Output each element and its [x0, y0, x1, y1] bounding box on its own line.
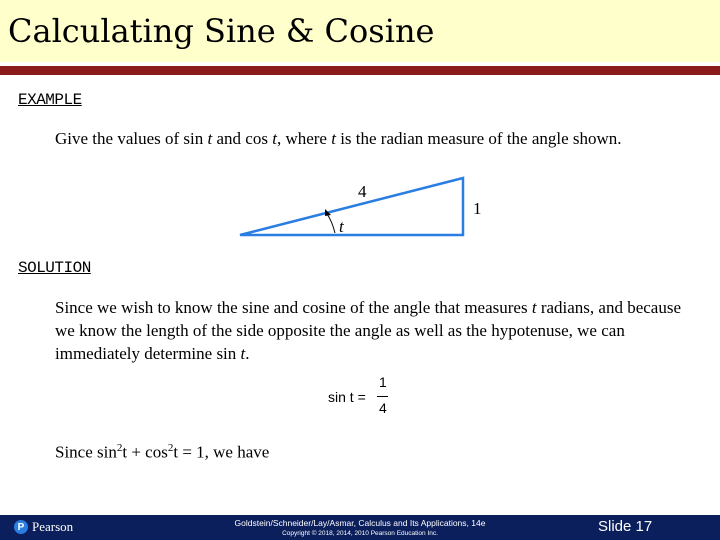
footer-bar	[0, 515, 720, 540]
title-bar	[0, 0, 720, 62]
copyright-notice: Copyright © 2018, 2014, 2010 Pearson Education Inc.	[282, 530, 438, 537]
slide-number: Slide 17	[598, 518, 653, 535]
pearson-logo	[14, 519, 73, 535]
hypotenuse-label: 4	[358, 182, 367, 201]
opposite-label: 1	[473, 199, 482, 218]
fraction-bar	[377, 396, 388, 397]
pearson-wordmark: Pearson	[32, 519, 74, 534]
angle-label: t	[339, 217, 344, 236]
right-triangle	[240, 178, 463, 235]
solution-text: Since we wish to know the sine and cosine of the angle that measures t radians, and because we know the length of the side opposite the angle as well as the hypotenuse, we can immediately determine sin t.	[55, 298, 681, 363]
identity-text: Since $\sin^2t + \cos^2t = 1$, we have	[55, 442, 270, 462]
book-credit: Goldstein/Schneider/Lay/Asmar, Calculus and Its Applications, 14e	[234, 518, 486, 528]
formula-denominator: 4	[379, 400, 387, 416]
triangle-diagram	[235, 176, 495, 242]
slide-title: Calculating Sine & Cosine	[8, 12, 435, 50]
formula-numerator: 1	[379, 374, 387, 390]
example-text: Give the values of sin t and cos t, where t is the radian measure of the angle shown.	[55, 129, 622, 148]
example-heading: EXAMPLE	[18, 91, 82, 109]
solution-heading: SOLUTION	[18, 259, 91, 277]
pearson-icon: P	[14, 520, 28, 534]
angle-arc	[327, 214, 335, 233]
title-rule	[0, 66, 720, 75]
formula-lhs: sin t =	[328, 389, 366, 405]
footer-credits	[200, 518, 520, 538]
